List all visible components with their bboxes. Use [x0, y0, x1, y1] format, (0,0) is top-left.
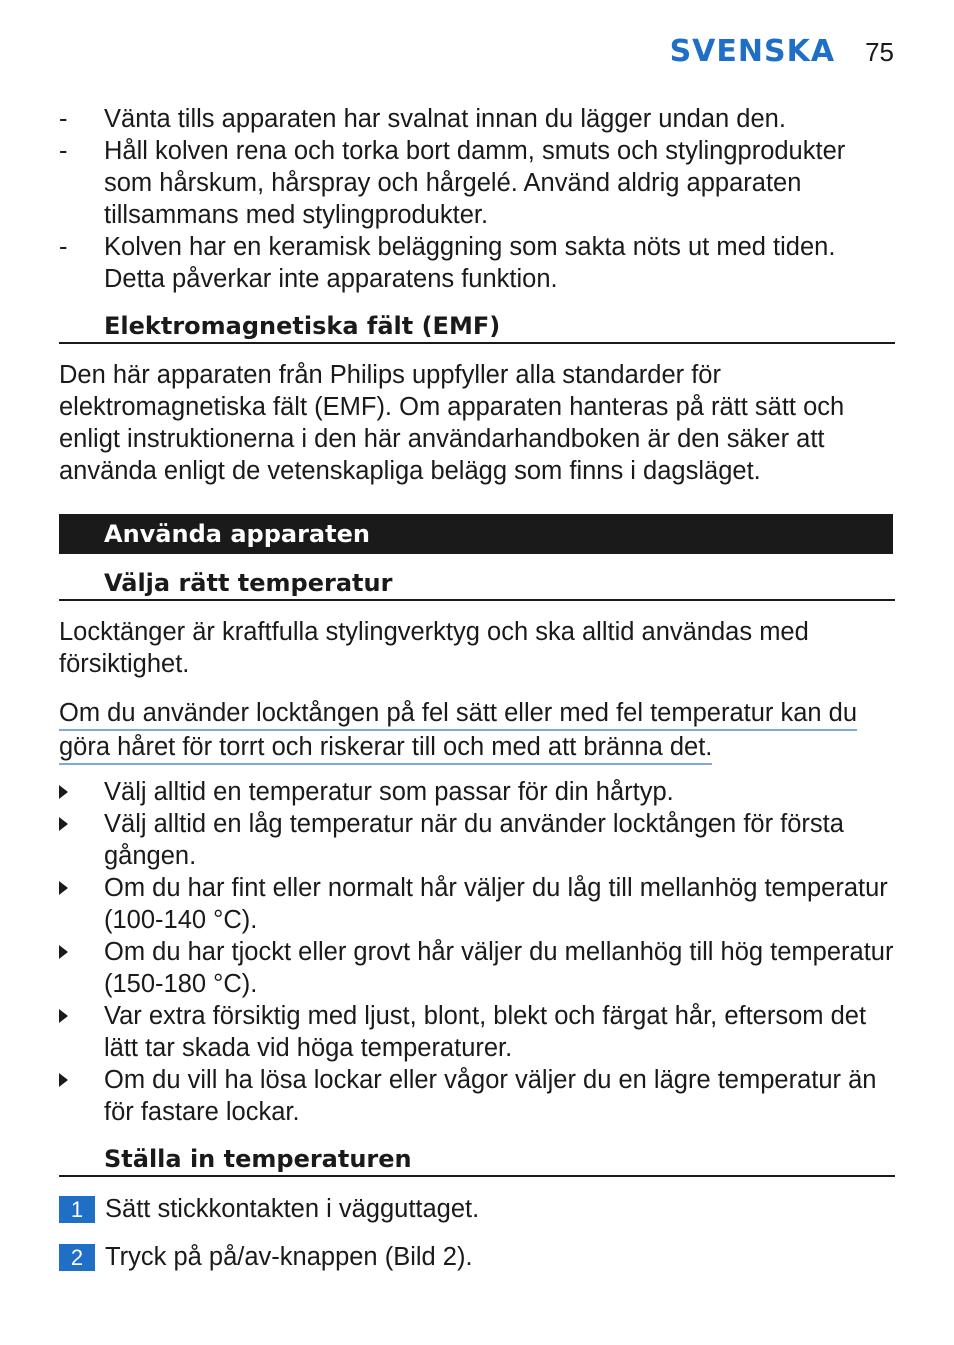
- setting-heading: Ställa in temperaturen: [59, 1143, 895, 1177]
- bullet-triangle-icon: [59, 785, 68, 799]
- list-item: [59, 135, 895, 231]
- care-list: [59, 103, 895, 295]
- step-number-badge: 1: [59, 1196, 95, 1223]
- step-text: Tryck på på/av-knappen (Bild 2).: [105, 1243, 473, 1271]
- dash-marker: -: [59, 105, 68, 133]
- dash-marker: -: [59, 233, 68, 261]
- list-item: [59, 936, 895, 1000]
- warning-line-2: göra håret för torrt och riskerar till och med att bränna det.: [59, 731, 712, 765]
- temperature-tips: [59, 776, 895, 1128]
- list-item: [59, 808, 895, 872]
- page-header: [670, 34, 894, 69]
- list-item: [59, 1000, 895, 1064]
- bullet-triangle-icon: [59, 1009, 68, 1023]
- list-item: [59, 1064, 895, 1128]
- step-text: Sätt stickkontakten i vägguttaget.: [105, 1195, 480, 1223]
- list-item-text: Var extra försiktig med ljust, blont, blekt och färgat hår, eftersom det lätt tar skada vid höga temperaturer.: [104, 1002, 867, 1062]
- warning-line-1: Om du använder locktången på fel sätt eller med fel temperatur kan du: [59, 697, 857, 731]
- step-2: [59, 1241, 895, 1273]
- list-item: [59, 776, 895, 808]
- language-label: SVENSKA: [669, 34, 836, 69]
- page-number: 75: [865, 37, 894, 67]
- bullet-triangle-icon: [59, 881, 68, 895]
- temperature-heading: Välja rätt temperatur: [59, 567, 895, 601]
- section-title-bar: Använda apparaten: [59, 514, 893, 554]
- list-item-text: Om du har tjockt eller grovt hår väljer du mellanhög till hög temperatur (150-180 °C).: [104, 938, 894, 998]
- emf-paragraph: Den här apparaten från Philips uppfyller alla standarder för elektromagnetiska fält (EMF). Om apparaten hanteras på rätt sätt och enligt instruktionerna i den här användarhandboken är den säker att använda enligt de vetenskapliga belägg som finns i dagsläget.: [59, 361, 845, 485]
- bullet-triangle-icon: [59, 945, 68, 959]
- list-item-text: Välj alltid en temperatur som passar för din hårtyp.: [104, 778, 674, 806]
- warning-text: [59, 697, 895, 765]
- list-item-text: Om du har fint eller normalt hår väljer du låg till mellanhög temperatur (100-140 °C).: [104, 874, 888, 934]
- step-1: [59, 1193, 895, 1225]
- list-item-text: Välj alltid en låg temperatur när du använder locktången för första gången.: [104, 810, 844, 870]
- step-number-badge: 2: [59, 1244, 95, 1271]
- bullet-triangle-icon: [59, 817, 68, 831]
- list-item-text: Vänta tills apparaten har svalnat innan du lägger undan den.: [104, 105, 786, 133]
- dash-marker: -: [59, 137, 68, 165]
- list-item-text: Håll kolven rena och torka bort damm, smuts och stylingprodukter som hårskum, hårspray och hårgelé. Använd aldrig apparaten tillsammans med stylingprodukter.: [104, 137, 846, 229]
- list-item: [59, 103, 895, 135]
- list-item-text: Om du vill ha lösa lockar eller vågor väljer du en lägre temperatur än för fastare lockar.: [104, 1066, 877, 1126]
- list-item-text: Kolven har en keramisk beläggning som sakta nöts ut med tiden. Detta påverkar inte apparatens funktion.: [104, 233, 836, 293]
- list-item: [59, 231, 895, 295]
- temperature-intro: Locktänger är kraftfulla stylingverktyg och ska alltid användas med försiktighet.: [59, 618, 809, 678]
- emf-heading: Elektromagnetiska fält (EMF): [59, 310, 895, 344]
- list-item: [59, 872, 895, 936]
- bullet-triangle-icon: [59, 1073, 68, 1087]
